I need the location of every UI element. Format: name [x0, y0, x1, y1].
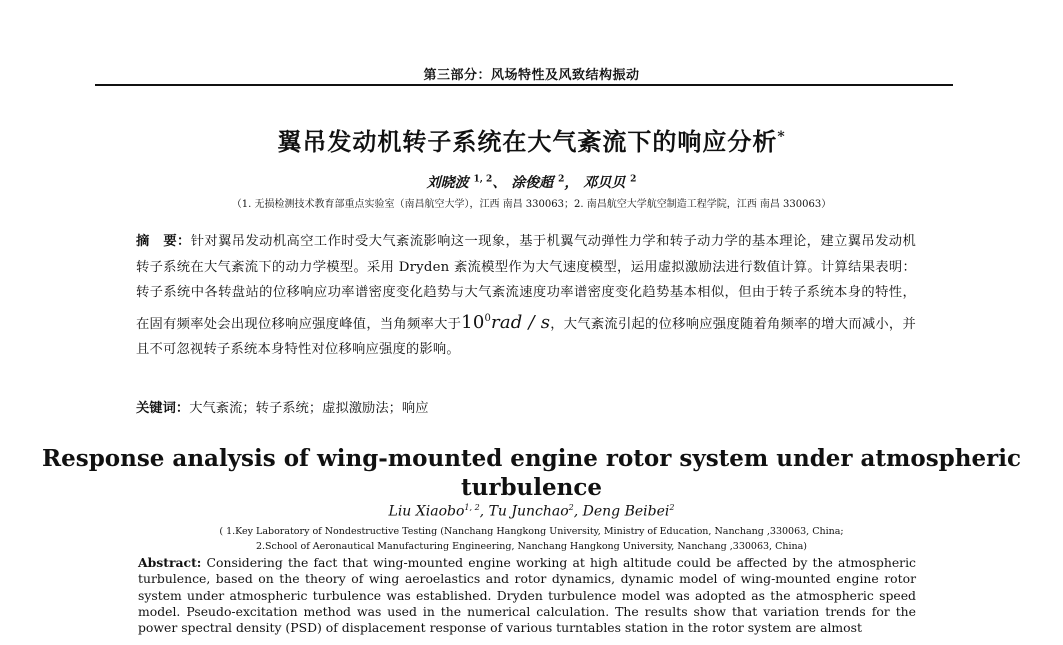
math-base: 10 [461, 311, 485, 333]
title-footnote-mark: * [777, 129, 786, 145]
running-header: 第三部分：风场特性及风致结构振动 [423, 68, 640, 83]
chinese-keywords [136, 397, 916, 416]
author-affiliation-mark: 2 [669, 503, 675, 512]
author-name: Tu Junchao [488, 503, 569, 520]
chinese-abstract [136, 229, 916, 363]
author-name: 涂俊超 [511, 175, 554, 191]
author-name: Liu Xiaobo [388, 503, 465, 520]
header-rule [95, 84, 953, 86]
math-expression [461, 312, 550, 333]
chinese-title-text: 翼吊发动机转子系统在大气紊流下的响应分析 [277, 127, 778, 156]
keywords-text: 大气紊流；转子系统；虚拟激励法；响应 [189, 401, 429, 416]
abstract-text-continued: ，大气紊流引起的位移响应强度随着角频率的增大而减小，并且不可忽视转子系统本身特性对位移响应强度的影响。 [136, 316, 916, 357]
author-separator: , [479, 503, 489, 520]
author-affiliation-mark: 1, 2 [473, 174, 493, 185]
author-affiliation-mark: 1, 2 [464, 503, 480, 512]
keywords-label: 关键词： [136, 401, 190, 416]
english-authors [0, 503, 1063, 520]
abstract-text: Considering the fact that wing-mounted engine working at high altitude could be affected by the atmospheric turbulence, based on the theory of wing aeroelastics and rotor dynamics, dynamic model of wing-mounted engine rotor system under atmospheric turbulence was established. Dryden turbulence model was adopted as the atmospheric speed model. Pseudo-excitation method was used in the numerical calculation. The results show that variation trends for the power spectral density (PSD) of displacement response of various turntables station in the rotor system are almost [138, 555, 916, 636]
abstract-label: 摘 要： [136, 234, 191, 249]
math-exponent: 0 [484, 312, 492, 324]
author-separator: ， [564, 175, 579, 191]
english-abstract [138, 555, 916, 636]
english-title: Response analysis of wing-mounted engine rotor system under atmospheric turbulence [42, 445, 1021, 501]
author-name: 邓贝贝 [583, 175, 626, 191]
author-affiliation-mark: 2 [568, 503, 574, 512]
abstract-label: Abstract: [138, 555, 202, 570]
author-affiliation-mark: 2 [558, 174, 565, 185]
author-separator: , [573, 503, 583, 520]
chinese-affiliation: （1. 无损检测技术教育部重点实验室（南昌航空大学），江西 南昌 330063；2. 南昌航空大学航空制造工程学院，江西 南昌 330063） [231, 199, 832, 210]
author-name: Deng Beibei [582, 503, 670, 520]
author-separator: 、 [492, 175, 507, 191]
english-affiliation-2: 2.School of Aeronautical Manufacturing Engineering, Nanchang Hangkong University, Nanchang ,330063, China) [255, 541, 807, 552]
author-name: 刘晓波 [426, 175, 469, 191]
chinese-authors [0, 172, 1063, 192]
abstract-text: 针对翼吊发动机高空工作时受大气紊流影响这一现象，基于机翼气动弹性力学和转子动力学的基本理论，建立翼吊发动机转子系统在大气紊流下的动力学模型。采用 Dryden 紊流模型作为大气速度模型，运用虚拟激励法进行数值计算。计算结果表明：转子系统中各转盘站的位移响应功率谱密度变化趋势与大气紊流速度功率谱密度变化趋势基本相似，但由于转子系统本身的特性，在固有频率处会出现位移响应强度峰值，当角频率大于 [136, 234, 916, 332]
chinese-title [0, 122, 1063, 157]
author-affiliation-mark: 2 [630, 174, 637, 185]
english-affiliation-1: ( 1.Key Laboratory of Nondestructive Testing (Nanchang Hangkong University, Ministry of Education, Nanchang ,330063, China; [219, 526, 844, 537]
math-unit: rad / s [491, 311, 551, 333]
